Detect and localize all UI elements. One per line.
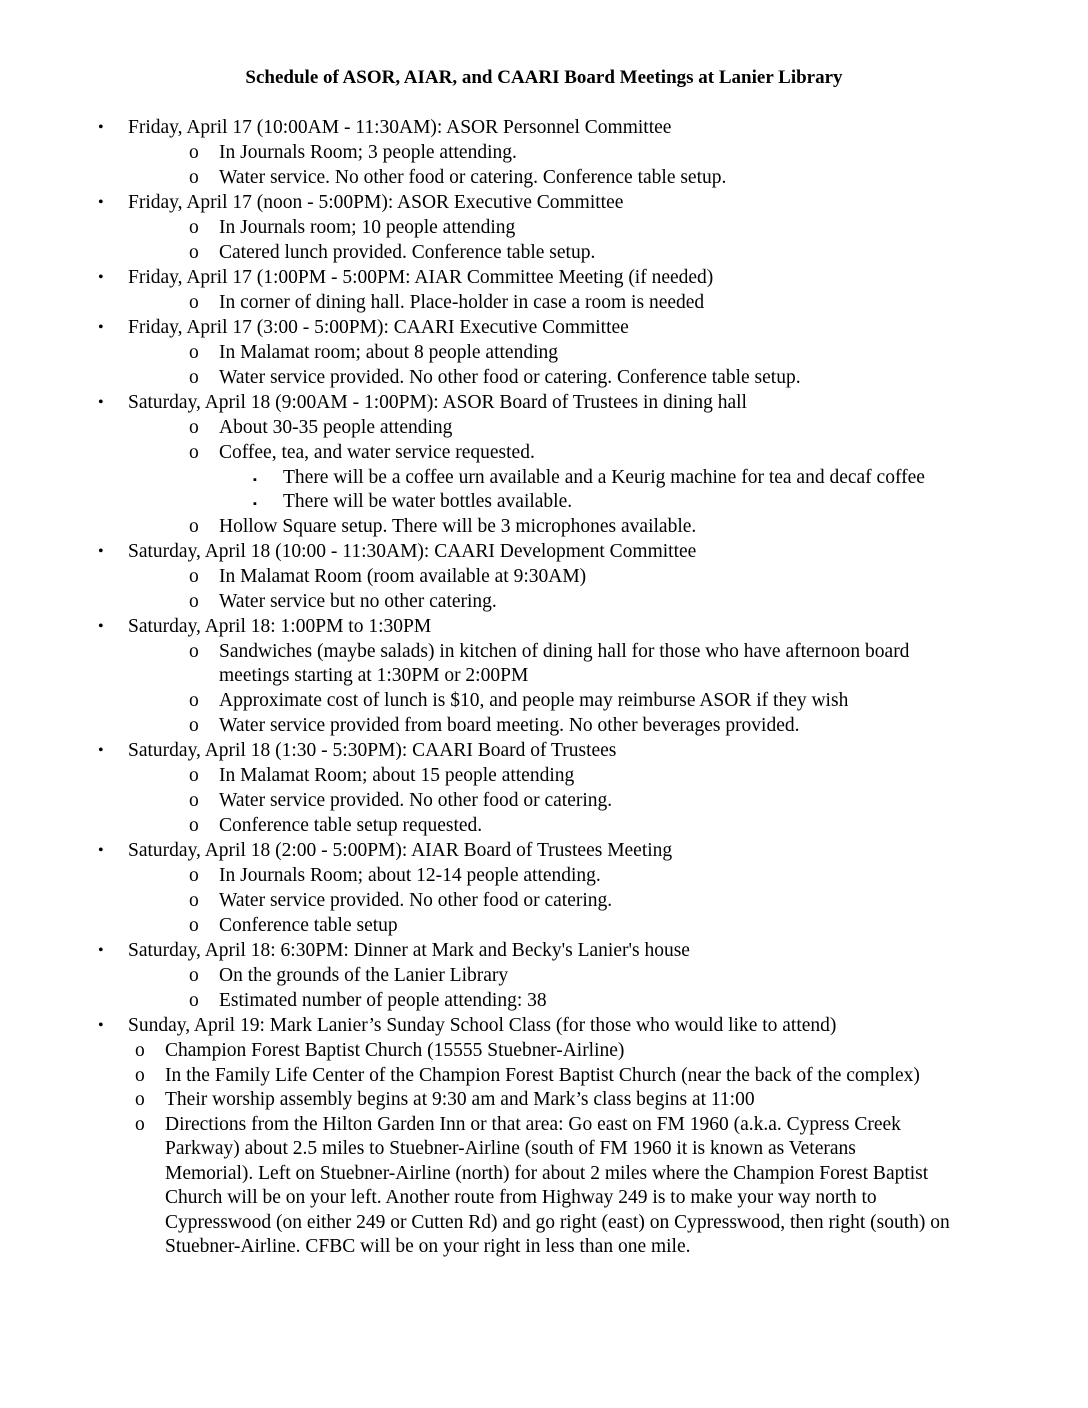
sub-bullet-marker: o xyxy=(135,1040,145,1061)
bullet-marker: • xyxy=(98,1017,104,1034)
sub-bullet-marker: o xyxy=(189,516,199,537)
meeting-item xyxy=(98,939,690,963)
bullet-marker: • xyxy=(98,942,104,959)
line-text: Champion Forest Baptist Church (15555 Stuebner-Airline) xyxy=(165,1040,625,1061)
bullet-marker: • xyxy=(98,269,104,286)
sub-bullet-marker: o xyxy=(189,915,199,936)
sub-bullet-marker: o xyxy=(189,367,199,388)
line-text: Sunday, April 19: Mark Lanier’s Sunday School Class (for those who would like to attend) xyxy=(128,1015,837,1036)
detail-item xyxy=(189,864,601,888)
bullet-marker: • xyxy=(98,742,104,759)
line-text: Friday, April 17 (noon - 5:00PM): ASOR Executive Committee xyxy=(128,192,624,213)
detail-item xyxy=(189,789,613,813)
line-text: Memorial). Left on Stuebner-Airline (north) for about 2 miles where the Champion Forest Baptist xyxy=(165,1163,929,1184)
line-text: On the grounds of the Lanier Library xyxy=(219,965,509,986)
sub-bullet-marker: o xyxy=(189,790,199,811)
detail-item xyxy=(189,515,697,539)
detail-item xyxy=(189,989,547,1013)
line-text: Sandwiches (maybe salads) in kitchen of dining hall for those who have afternoon board xyxy=(219,641,910,662)
line-text: Stuebner-Airline. CFBC will be on your right in less than one mile. xyxy=(165,1236,691,1257)
line-text: In Malamat room; about 8 people attending xyxy=(219,342,558,363)
bullet-marker: • xyxy=(98,618,104,635)
detail-item xyxy=(219,664,528,688)
line-text: Saturday, April 18: 1:00PM to 1:30PM xyxy=(128,616,432,637)
line-text: In Journals Room; about 12-14 people attending. xyxy=(219,865,601,886)
line-text: Water service provided. No other food or catering. xyxy=(219,790,613,811)
detail-item xyxy=(189,291,705,315)
line-text: In Journals Room; 3 people attending. xyxy=(219,142,517,163)
sub-detail-item xyxy=(253,490,573,514)
sub-bullet-marker: o xyxy=(189,167,199,188)
sub-bullet-marker: o xyxy=(189,715,199,736)
line-text: In corner of dining hall. Place-holder in case a room is needed xyxy=(219,292,705,313)
line-text: Cypresswood (on either 249 or Cutten Rd) and go right (east) on Cypresswood, then right (south) on xyxy=(165,1212,950,1233)
meeting-item xyxy=(98,1014,837,1038)
line-text: Water service but no other catering. xyxy=(219,591,497,612)
bullet-marker: • xyxy=(98,319,104,336)
line-text: In Malamat Room (room available at 9:30AM) xyxy=(219,566,587,587)
sub-bullet-marker: o xyxy=(189,690,199,711)
line-text: Directions from the Hilton Garden Inn or that area: Go east on FM 1960 (a.k.a. Cypress Creek xyxy=(165,1114,901,1135)
bullet-marker: • xyxy=(98,842,104,859)
directions-item xyxy=(135,1113,901,1137)
detail-item xyxy=(189,441,535,465)
directions-item xyxy=(135,1039,625,1063)
square-bullet-marker: ▪ xyxy=(253,498,257,510)
directions-item xyxy=(165,1186,877,1210)
line-text: Saturday, April 18 (9:00AM - 1:00PM): ASOR Board of Trustees in dining hall xyxy=(128,392,747,413)
detail-item xyxy=(189,565,587,589)
sub-bullet-marker: o xyxy=(189,890,199,911)
detail-item xyxy=(189,366,801,390)
directions-item xyxy=(135,1064,920,1088)
line-text: Church will be on your left. Another route from Highway 249 is to make your way north to xyxy=(165,1187,877,1208)
line-text: In Journals room; 10 people attending xyxy=(219,217,516,238)
detail-item xyxy=(189,640,910,664)
line-text: Hollow Square setup. There will be 3 microphones available. xyxy=(219,516,697,537)
line-text: Approximate cost of lunch is $10, and people may reimburse ASOR if they wish xyxy=(219,690,849,711)
directions-item xyxy=(135,1088,755,1112)
sub-bullet-marker: o xyxy=(189,217,199,238)
sub-bullet-marker: o xyxy=(189,292,199,313)
line-text: Saturday, April 18 (2:00 - 5:00PM): AIAR Board of Trustees Meeting xyxy=(128,840,673,861)
line-text: Saturday, April 18 (1:30 - 5:30PM): CAARI Board of Trustees xyxy=(128,740,617,761)
line-text: Friday, April 17 (10:00AM - 11:30AM): ASOR Personnel Committee xyxy=(128,117,672,138)
line-text: Water service provided. No other food or catering. Conference table setup. xyxy=(219,367,801,388)
sub-bullet-marker: o xyxy=(135,1089,145,1110)
line-text: Friday, April 17 (1:00PM - 5:00PM: AIAR Committee Meeting (if needed) xyxy=(128,267,714,288)
bullet-marker: • xyxy=(98,194,104,211)
detail-item xyxy=(189,714,800,738)
meeting-item xyxy=(98,316,629,340)
meeting-item xyxy=(98,391,747,415)
meeting-item xyxy=(98,739,617,763)
sub-bullet-marker: o xyxy=(189,765,199,786)
sub-bullet-marker: o xyxy=(189,442,199,463)
line-text: There will be a coffee urn available and a Keurig machine for tea and decaf coffee xyxy=(283,467,925,488)
sub-bullet-marker: o xyxy=(189,965,199,986)
directions-item xyxy=(165,1137,856,1161)
detail-item xyxy=(189,141,517,165)
line-text: meetings starting at 1:30PM or 2:00PM xyxy=(219,665,529,686)
line-text: Catered lunch provided. Conference table setup. xyxy=(219,242,596,263)
detail-item xyxy=(189,416,453,440)
directions-item xyxy=(165,1162,928,1186)
detail-item xyxy=(189,689,849,713)
directions-item xyxy=(165,1211,950,1235)
meeting-item xyxy=(98,615,432,639)
detail-item xyxy=(189,590,497,614)
meeting-item xyxy=(98,540,697,564)
sub-bullet-marker: o xyxy=(189,591,199,612)
line-text: Conference table setup xyxy=(219,915,398,936)
document-title: Schedule of ASOR, AIAR, and CAARI Board Meetings at Lanier Library xyxy=(245,67,843,88)
sub-bullet-marker: o xyxy=(189,865,199,886)
meeting-item xyxy=(98,191,624,215)
line-text: Estimated number of people attending: 38 xyxy=(219,990,547,1011)
sub-detail-item xyxy=(253,466,925,490)
square-bullet-marker: ▪ xyxy=(253,474,257,486)
line-text: Saturday, April 18: 6:30PM: Dinner at Mark and Becky's Lanier's house xyxy=(128,940,690,961)
line-text: Saturday, April 18 (10:00 - 11:30AM): CAARI Development Committee xyxy=(128,541,697,562)
detail-item xyxy=(189,341,558,365)
sub-bullet-marker: o xyxy=(189,242,199,263)
detail-item xyxy=(189,914,398,938)
sub-bullet-marker: o xyxy=(189,142,199,163)
detail-item xyxy=(189,166,727,190)
line-text: Friday, April 17 (3:00 - 5:00PM): CAARI Executive Committee xyxy=(128,317,629,338)
line-text: In Malamat Room; about 15 people attending xyxy=(219,765,575,786)
line-text: In the Family Life Center of the Champion Forest Baptist Church (near the back of the complex) xyxy=(165,1065,920,1086)
sub-bullet-marker: o xyxy=(135,1065,145,1086)
sub-bullet-marker: o xyxy=(189,342,199,363)
line-text: Water service provided from board meeting. No other beverages provided. xyxy=(219,715,800,736)
sub-bullet-marker: o xyxy=(189,641,199,662)
line-text: There will be water bottles available. xyxy=(283,491,573,512)
directions-item xyxy=(165,1235,691,1259)
meeting-item xyxy=(98,116,672,140)
sub-bullet-marker: o xyxy=(189,990,199,1011)
sub-bullet-marker: o xyxy=(189,566,199,587)
sub-bullet-marker: o xyxy=(135,1114,145,1135)
meeting-item xyxy=(98,266,714,290)
detail-item xyxy=(189,814,483,838)
line-text: Parkway) about 2.5 miles to Stuebner-Airline (south of FM 1960 it is known as Veterans xyxy=(165,1138,856,1159)
detail-item xyxy=(189,216,516,240)
bullet-marker: • xyxy=(98,119,104,136)
line-text: Conference table setup requested. xyxy=(219,815,483,836)
line-text: Water service provided. No other food or catering. xyxy=(219,890,613,911)
detail-item xyxy=(189,889,613,913)
bullet-marker: • xyxy=(98,543,104,560)
sub-bullet-marker: o xyxy=(189,417,199,438)
line-text: About 30-35 people attending xyxy=(219,417,453,438)
bullet-marker: • xyxy=(98,394,104,411)
line-text: Coffee, tea, and water service requested. xyxy=(219,442,535,463)
detail-item xyxy=(189,241,596,265)
detail-item xyxy=(189,964,509,988)
line-text: Water service. No other food or catering. Conference table setup. xyxy=(219,167,727,188)
line-text: Their worship assembly begins at 9:30 am and Mark’s class begins at 11:00 xyxy=(165,1089,755,1110)
sub-bullet-marker: o xyxy=(189,815,199,836)
detail-item xyxy=(189,764,575,788)
meeting-item xyxy=(98,839,673,863)
